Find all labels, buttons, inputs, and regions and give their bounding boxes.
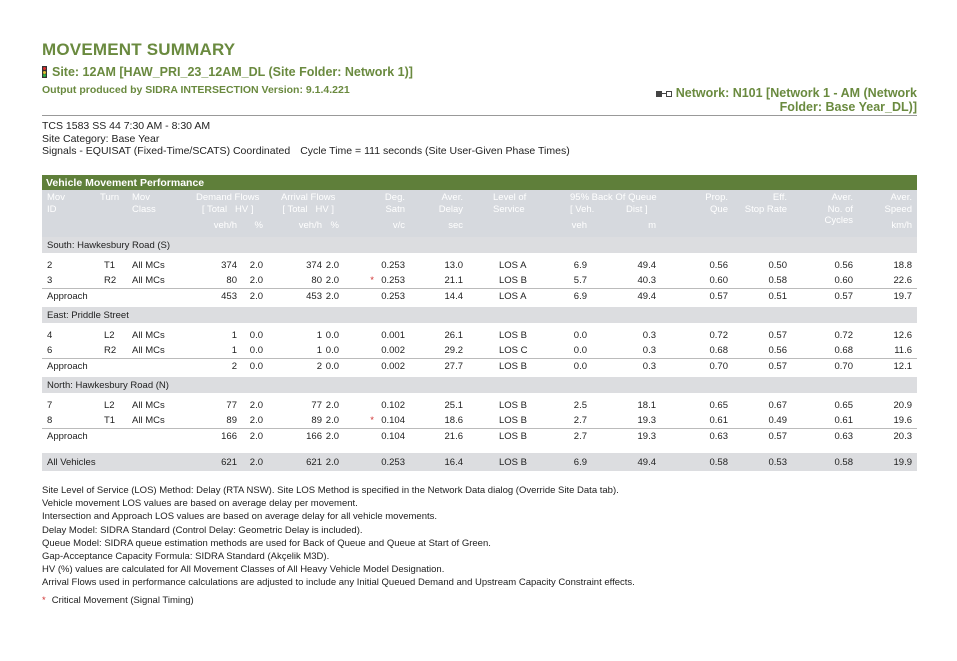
cell-cyc: 0.61: [834, 415, 853, 426]
table-row: [42, 258, 917, 273]
col-mov-class: Mov Class: [132, 192, 156, 215]
cell-dhv: 2.0: [249, 291, 263, 302]
note-line: Delay Model: SIDRA Standard (Control Delay: Geometric Delay is included).: [42, 524, 363, 536]
section-header: [42, 377, 917, 394]
section-header: [42, 307, 917, 324]
cell-dhv: 2.0: [249, 457, 263, 468]
cell-dt: 77: [226, 400, 237, 411]
cell-spd: 19.9: [893, 457, 912, 468]
table-row: [42, 398, 917, 413]
cell-at: 166: [306, 431, 322, 442]
table-body: [42, 237, 917, 471]
cell-at: 1: [316, 345, 322, 356]
cell-ahv: 2.0: [325, 275, 339, 286]
cell-at: 2: [316, 361, 322, 372]
col-mov-id: Mov ID: [47, 192, 65, 215]
cell-qveh: 6.9: [573, 260, 587, 271]
cell-dhv: 2.0: [249, 275, 263, 286]
cell-mov-class: All MCs: [132, 275, 165, 286]
cell-esr: 0.57: [768, 361, 787, 372]
cell-los: LOS B: [499, 400, 527, 411]
cell-dt: 621: [221, 457, 237, 468]
cell-dt: 1: [231, 345, 237, 356]
cell-deg: 0.104: [381, 431, 405, 442]
cell-delay: 16.4: [444, 457, 463, 468]
cell-qveh: 2.7: [573, 431, 587, 442]
cell-delay: 25.1: [444, 400, 463, 411]
cell-esr: 0.57: [768, 330, 787, 341]
col-demand-flows: Demand Flows [ Total HV ]: [196, 192, 260, 215]
cell-qdist: 19.3: [637, 431, 656, 442]
cell-los: LOS A: [499, 291, 527, 302]
cell-pq: 0.65: [709, 400, 728, 411]
cell-delay: 21.6: [444, 431, 463, 442]
cell-mov-id: 4: [47, 330, 53, 341]
note-line: Arrival Flows used in performance calculations are adjusted to include any Initial Queued Demand and Upstream Capacity Constraint effects.: [42, 577, 635, 589]
unit-queue-dist: m: [648, 220, 656, 231]
cell-esr: 0.53: [768, 457, 787, 468]
cell-turn: L2: [104, 400, 115, 411]
cell-dhv: 2.0: [249, 260, 263, 271]
cell-dt: 374: [221, 260, 237, 271]
cell-cyc: 0.68: [834, 345, 853, 356]
cell-deg: 0.253: [381, 275, 405, 286]
cell-qdist: 49.4: [637, 260, 656, 271]
cell-dt: 453: [221, 291, 237, 302]
all-vehicles-label: All Vehicles: [47, 457, 96, 468]
cell-cyc: 0.72: [834, 330, 853, 341]
section-header: [42, 237, 917, 254]
output-version: Output produced by SIDRA INTERSECTION Version: 9.1.4.221: [42, 84, 350, 96]
cell-mov-id: 7: [47, 400, 53, 411]
col-back-of-queue: 95% Back Of Queue [ Veh. Dist ]: [570, 192, 657, 215]
section-name: North: Hawkesbury Road (N): [47, 380, 169, 391]
col-prop-que: Prop. Que: [705, 192, 728, 215]
note-line: Site Level of Service (LOS) Method: Delay (RTA NSW). Site LOS Method is specified in the Network Data dialog (Override Site Data tab).: [42, 485, 619, 496]
site-line: [42, 65, 413, 79]
col-deg-satn: Deg. Satn: [384, 192, 405, 215]
unit-deg-satn: v/c: [392, 220, 405, 231]
cell-mov-class: All MCs: [132, 345, 165, 356]
cell-qveh: 6.9: [573, 291, 587, 302]
cell-esr: 0.67: [768, 400, 787, 411]
cell-esr: 0.51: [768, 291, 787, 302]
cell-los: LOS B: [499, 431, 527, 442]
col-arrival-flows: Arrival Flows [ Total HV ]: [281, 192, 336, 215]
cell-dhv: 2.0: [249, 431, 263, 442]
cell-turn: R2: [104, 345, 117, 356]
cell-qveh: 0.0: [573, 361, 587, 372]
cell-qdist: 18.1: [637, 400, 656, 411]
cell-qdist: 49.4: [637, 457, 656, 468]
unit-demand-hv: %: [254, 220, 263, 231]
note-line: Intersection and Approach LOS values are based on average delay for all vehicle movements.: [42, 511, 438, 523]
critical-movement-star: *: [370, 415, 374, 426]
cell-dhv: 0.0: [249, 345, 263, 356]
cell-at: 89: [311, 415, 322, 426]
cell-pq: 0.63: [709, 431, 728, 442]
cell-at: 77: [311, 400, 322, 411]
cell-mov-class: All MCs: [132, 260, 165, 271]
cell-esr: 0.49: [768, 415, 787, 426]
approach-label: Approach: [47, 361, 88, 372]
cell-cyc: 0.65: [834, 400, 853, 411]
cell-spd: 18.8: [893, 260, 912, 271]
cell-qveh: 6.9: [573, 457, 587, 468]
cell-pq: 0.70: [709, 361, 728, 372]
cell-dt: 166: [221, 431, 237, 442]
cell-cyc: 0.58: [834, 457, 853, 468]
table-title: Vehicle Movement Performance: [42, 175, 917, 190]
unit-delay: sec: [448, 220, 463, 231]
info-cycle-time: Cycle Time = 111 seconds (Site User-Given Phase Times): [300, 145, 570, 157]
col-level-of-service: Level of Service: [493, 192, 527, 215]
info-signals: Signals - EQUISAT (Fixed-Time/SCATS) Coordinated: [42, 145, 291, 157]
cell-dhv: 0.0: [249, 330, 263, 341]
cell-dt: 80: [226, 275, 237, 286]
cell-qdist: 49.4: [637, 291, 656, 302]
cell-spd: 12.6: [893, 330, 912, 341]
site-info: [42, 120, 570, 158]
critical-star-icon: *: [42, 595, 46, 606]
cell-pq: 0.57: [709, 291, 728, 302]
col-no-of-cycles: Aver. No. of Cycles: [824, 192, 853, 226]
approach-row: [42, 428, 917, 443]
cell-cyc: 0.70: [834, 361, 853, 372]
cell-dhv: 2.0: [249, 415, 263, 426]
cell-deg: 0.001: [381, 330, 405, 341]
notes: [42, 484, 635, 590]
note-line: HV (%) values are calculated for All Movement Classes of All Heavy Vehicle Model Designation.: [42, 564, 445, 576]
cell-spd: 20.9: [893, 400, 912, 411]
cell-spd: 19.6: [893, 415, 912, 426]
cell-qveh: 2.5: [573, 400, 587, 411]
section-name: South: Hawkesbury Road (S): [47, 240, 171, 251]
approach-row: [42, 288, 917, 303]
cell-los: LOS B: [499, 361, 527, 372]
col-stop-rate: Eff. Stop Rate: [744, 192, 787, 215]
cell-los: LOS A: [499, 260, 527, 271]
cell-dt: 1: [231, 330, 237, 341]
cell-turn: L2: [104, 330, 115, 341]
info-tcs: TCS 1583 SS 44 7:30 AM - 8:30 AM: [42, 120, 211, 132]
cell-deg: 0.102: [381, 400, 405, 411]
cell-esr: 0.58: [768, 275, 787, 286]
info-category: Site Category: Base Year: [42, 132, 160, 145]
section-name: East: Priddle Street: [47, 310, 129, 321]
cell-ahv: 0.0: [325, 345, 339, 356]
cell-ahv: 0.0: [325, 361, 339, 372]
cell-pq: 0.56: [709, 260, 728, 271]
cell-ahv: 2.0: [325, 431, 339, 442]
cell-mov-id: 6: [47, 345, 53, 356]
cell-qveh: 0.0: [573, 330, 587, 341]
cell-ahv: 0.0: [325, 330, 339, 341]
cell-deg: 0.253: [381, 260, 405, 271]
cell-delay: 26.1: [444, 330, 463, 341]
cell-dt: 2: [231, 361, 237, 372]
cell-mov-class: All MCs: [132, 400, 165, 411]
cell-pq: 0.60: [709, 275, 728, 286]
network-line-2: Folder: Base Year_DL)]: [779, 100, 917, 114]
cell-turn: R2: [104, 275, 117, 286]
traffic-signal-icon: [42, 66, 47, 78]
cell-delay: 14.4: [444, 291, 463, 302]
cell-mov-class: All MCs: [132, 415, 165, 426]
cell-at: 374: [306, 260, 322, 271]
cell-pq: 0.58: [709, 457, 728, 468]
table-row: [42, 273, 917, 288]
legend-label: Critical Movement (Signal Timing): [51, 595, 194, 606]
cell-pq: 0.68: [709, 345, 728, 356]
cell-dhv: 0.0: [249, 361, 263, 372]
vehicle-movement-table: [42, 175, 917, 471]
cell-qveh: 0.0: [573, 345, 587, 356]
cell-ahv: 2.0: [325, 457, 339, 468]
cell-dhv: 2.0: [249, 400, 263, 411]
cell-turn: T1: [104, 415, 116, 426]
cell-esr: 0.57: [768, 431, 787, 442]
cell-deg: 0.253: [381, 457, 405, 468]
cell-delay: 29.2: [444, 345, 463, 356]
cell-mov-class: All MCs: [132, 330, 165, 341]
cell-esr: 0.50: [768, 260, 787, 271]
cell-deg: 0.253: [381, 291, 405, 302]
cell-pq: 0.61: [709, 415, 728, 426]
cell-qdist: 0.3: [642, 330, 656, 341]
cell-qdist: 0.3: [642, 345, 656, 356]
cell-spd: 11.6: [894, 345, 912, 356]
unit-demand-total: veh/h: [213, 220, 237, 231]
cell-cyc: 0.56: [834, 260, 853, 271]
cell-delay: 18.6: [444, 415, 463, 426]
cell-los: LOS B: [499, 415, 527, 426]
cell-delay: 13.0: [444, 260, 463, 271]
cell-mov-id: 3: [47, 275, 53, 286]
cell-qdist: 40.3: [637, 275, 656, 286]
critical-movement-star: *: [370, 275, 374, 286]
cell-dt: 89: [226, 415, 237, 426]
site-label: Site: 12AM [HAW_PRI_23_12AM_DL (Site Folder: Network 1)]: [52, 65, 413, 79]
cell-ahv: 2.0: [325, 415, 339, 426]
cell-mov-id: 8: [47, 415, 53, 426]
cell-ahv: 2.0: [325, 291, 339, 302]
table-row: [42, 413, 917, 428]
cell-qveh: 2.7: [573, 415, 587, 426]
table-row: [42, 343, 917, 358]
cell-esr: 0.56: [768, 345, 787, 356]
cell-mov-id: 2: [47, 260, 53, 271]
cell-turn: T1: [104, 260, 116, 271]
cell-at: 80: [311, 275, 322, 286]
cell-spd: 12.1: [893, 361, 912, 372]
cell-spd: 19.7: [893, 291, 912, 302]
note-line: Queue Model: SIDRA queue estimation methods are used for Back of Queue and Queue at Start of Green.: [42, 537, 491, 549]
all-vehicles-row: [42, 453, 917, 471]
header-divider: [42, 115, 917, 116]
table-row: [42, 328, 917, 343]
col-aver-delay: Aver. Delay: [438, 192, 463, 215]
unit-speed: km/h: [891, 220, 912, 231]
cell-los: LOS C: [499, 345, 528, 356]
cell-delay: 21.1: [444, 275, 463, 286]
cell-spd: 22.6: [893, 275, 912, 286]
cell-deg: 0.002: [381, 361, 405, 372]
cell-at: 453: [306, 291, 322, 302]
cell-los: LOS B: [499, 330, 527, 341]
legend-critical: [42, 595, 194, 606]
cell-ahv: 2.0: [325, 260, 339, 271]
note-line: Vehicle movement LOS values are based on average delay per movement.: [42, 498, 358, 510]
cell-pq: 0.72: [709, 330, 728, 341]
network-icon: [656, 90, 672, 98]
cell-at: 621: [306, 457, 322, 468]
cell-deg: 0.002: [381, 345, 405, 356]
cell-cyc: 0.57: [834, 291, 853, 302]
note-line: Gap-Acceptance Capacity Formula: SIDRA Standard (Akçelik M3D).: [42, 551, 330, 563]
table-header: [42, 190, 917, 237]
cell-cyc: 0.63: [834, 431, 853, 442]
approach-label: Approach: [47, 291, 88, 302]
cell-delay: 27.7: [444, 361, 463, 372]
unit-arrival-hv: %: [330, 220, 339, 231]
unit-arrival-total: veh/h: [298, 220, 322, 231]
col-turn: Turn: [100, 192, 120, 203]
cell-los: LOS B: [499, 275, 527, 286]
cell-qdist: 0.3: [642, 361, 656, 372]
approach-label: Approach: [47, 431, 88, 442]
cell-qdist: 19.3: [637, 415, 656, 426]
network-label: [647, 86, 917, 114]
report-title: MOVEMENT SUMMARY: [42, 40, 236, 59]
cell-deg: 0.104: [381, 415, 405, 426]
cell-cyc: 0.60: [834, 275, 853, 286]
approach-row: [42, 358, 917, 373]
cell-at: 1: [316, 330, 322, 341]
cell-qveh: 5.7: [573, 275, 587, 286]
unit-queue-veh: veh: [571, 220, 587, 231]
cell-spd: 20.3: [893, 431, 912, 442]
col-aver-speed: Aver. Speed: [884, 192, 912, 215]
cell-los: LOS B: [499, 457, 527, 468]
network-line-1: Network: N101 [Network 1 - AM (Network: [675, 86, 917, 100]
cell-ahv: 2.0: [325, 400, 339, 411]
